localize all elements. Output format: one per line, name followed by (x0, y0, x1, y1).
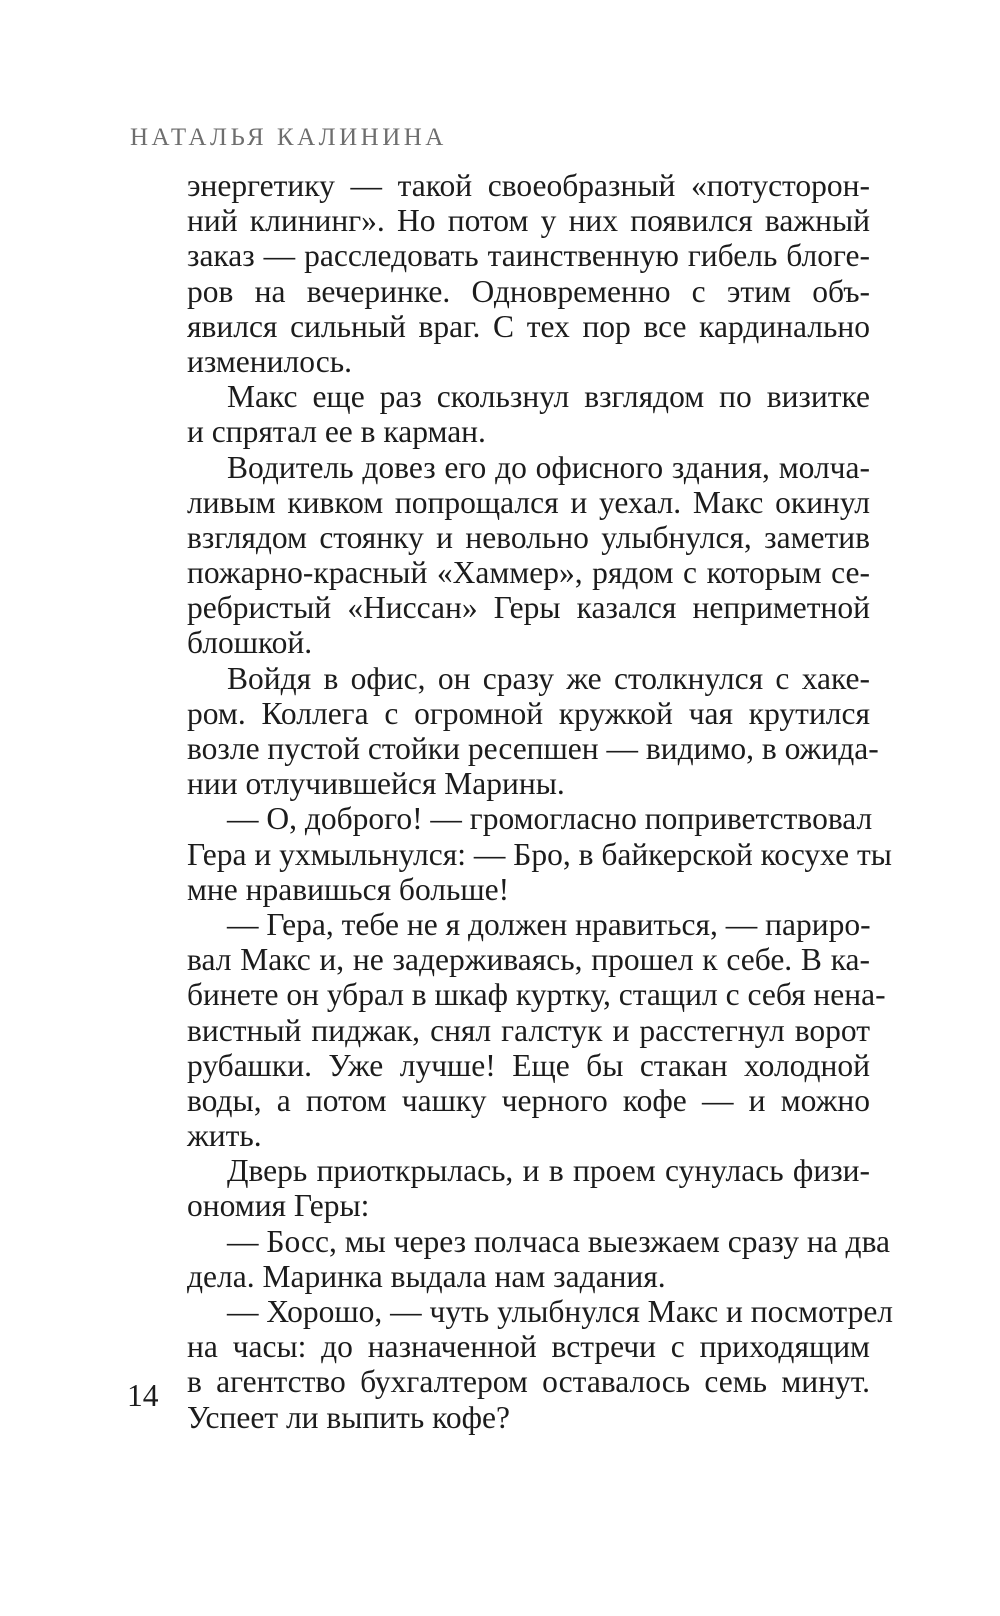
running-header: НАТАЛЬЯ КАЛИНИНА (130, 124, 447, 151)
text-line: заказ — расследовать таинственную гибель блоге- (187, 238, 870, 274)
text-line: ров на вечеринке. Одновременно с этим объ- (187, 273, 870, 309)
body-text (187, 168, 894, 1435)
text-line: дела. Маринка выдала нам задания. (187, 1258, 666, 1294)
text-line: возле пустой стойки ресепшен — видимо, в ожида- (187, 731, 879, 766)
text-line: воды, а потом чашку черного кофе — и можно (187, 1082, 870, 1118)
text-line: — Хорошо, — чуть улыбнулся Макс и посмотрел (227, 1294, 894, 1329)
text-line: Дверь приоткрылась, и в проем сунулась физи- (227, 1153, 870, 1189)
text-line: взглядом стоянку и невольно улыбнулся, заметив (187, 519, 870, 555)
text-line: на часы: до назначенной встречи с приходящим (187, 1329, 870, 1365)
text-line: Макс еще раз скользнул взглядом по визитке (227, 379, 870, 415)
text-line: Гера и ухмыльнулся: — Бро, в байкерской косухе ты (187, 836, 892, 872)
text-line: блошкой. (187, 625, 313, 661)
text-line: изменилось. (187, 343, 352, 379)
text-line: ономия Геры: (187, 1188, 370, 1224)
text-line: явился сильный враг. С тех пор все кардинально (187, 308, 870, 344)
text-line: мне нравишься больше! (187, 871, 510, 907)
text-line: — Босс, мы через полчаса выезжаем сразу на два (227, 1223, 891, 1259)
text-line: пожарно-красный «Хаммер», рядом с которым се- (187, 555, 870, 591)
text-line: вистный пиджак, снял галстук и расстегнул ворот (187, 1012, 870, 1048)
text-line: бинете он убрал в шкаф куртку, стащил с себя нена- (187, 977, 886, 1013)
text-line: — О, доброго! — громогласно поприветствовал (227, 801, 873, 837)
text-line: и спрятал ее в карман. (187, 414, 486, 450)
text-line: энергетику — такой своеобразный «потусторон- (187, 168, 870, 203)
text-line: вал Макс и, не задерживаясь, прошел к себе. В ка- (187, 942, 870, 978)
text-line: Водитель довез его до офисного здания, молча- (227, 449, 870, 485)
text-line: Успеет ли выпить кофе? (187, 1399, 510, 1435)
text-line: ливым кивком попрощался и уехал. Макс окинул (187, 484, 870, 520)
text-line: Войдя в офис, он сразу же столкнулся с хаке- (227, 660, 870, 696)
text-line: рубашки. Уже лучше! Еще бы стакан холодной (187, 1047, 870, 1083)
text-line: жить. (187, 1118, 262, 1154)
text-line: ребристый «Ниссан» Геры казался неприметной (187, 590, 870, 626)
text-line: — Гера, тебе не я должен нравиться, — париро- (227, 906, 871, 942)
text-line: нии отлучившейся Марины. (187, 766, 565, 802)
text-line: в агентство бухгалтером оставалось семь минут. (187, 1364, 870, 1400)
text-line: ром. Коллега с огромной кружкой чая крутился (187, 695, 870, 731)
page-number: 14 (127, 1378, 159, 1413)
text-line: ний клининг». Но потом у них появился важный (187, 203, 870, 239)
